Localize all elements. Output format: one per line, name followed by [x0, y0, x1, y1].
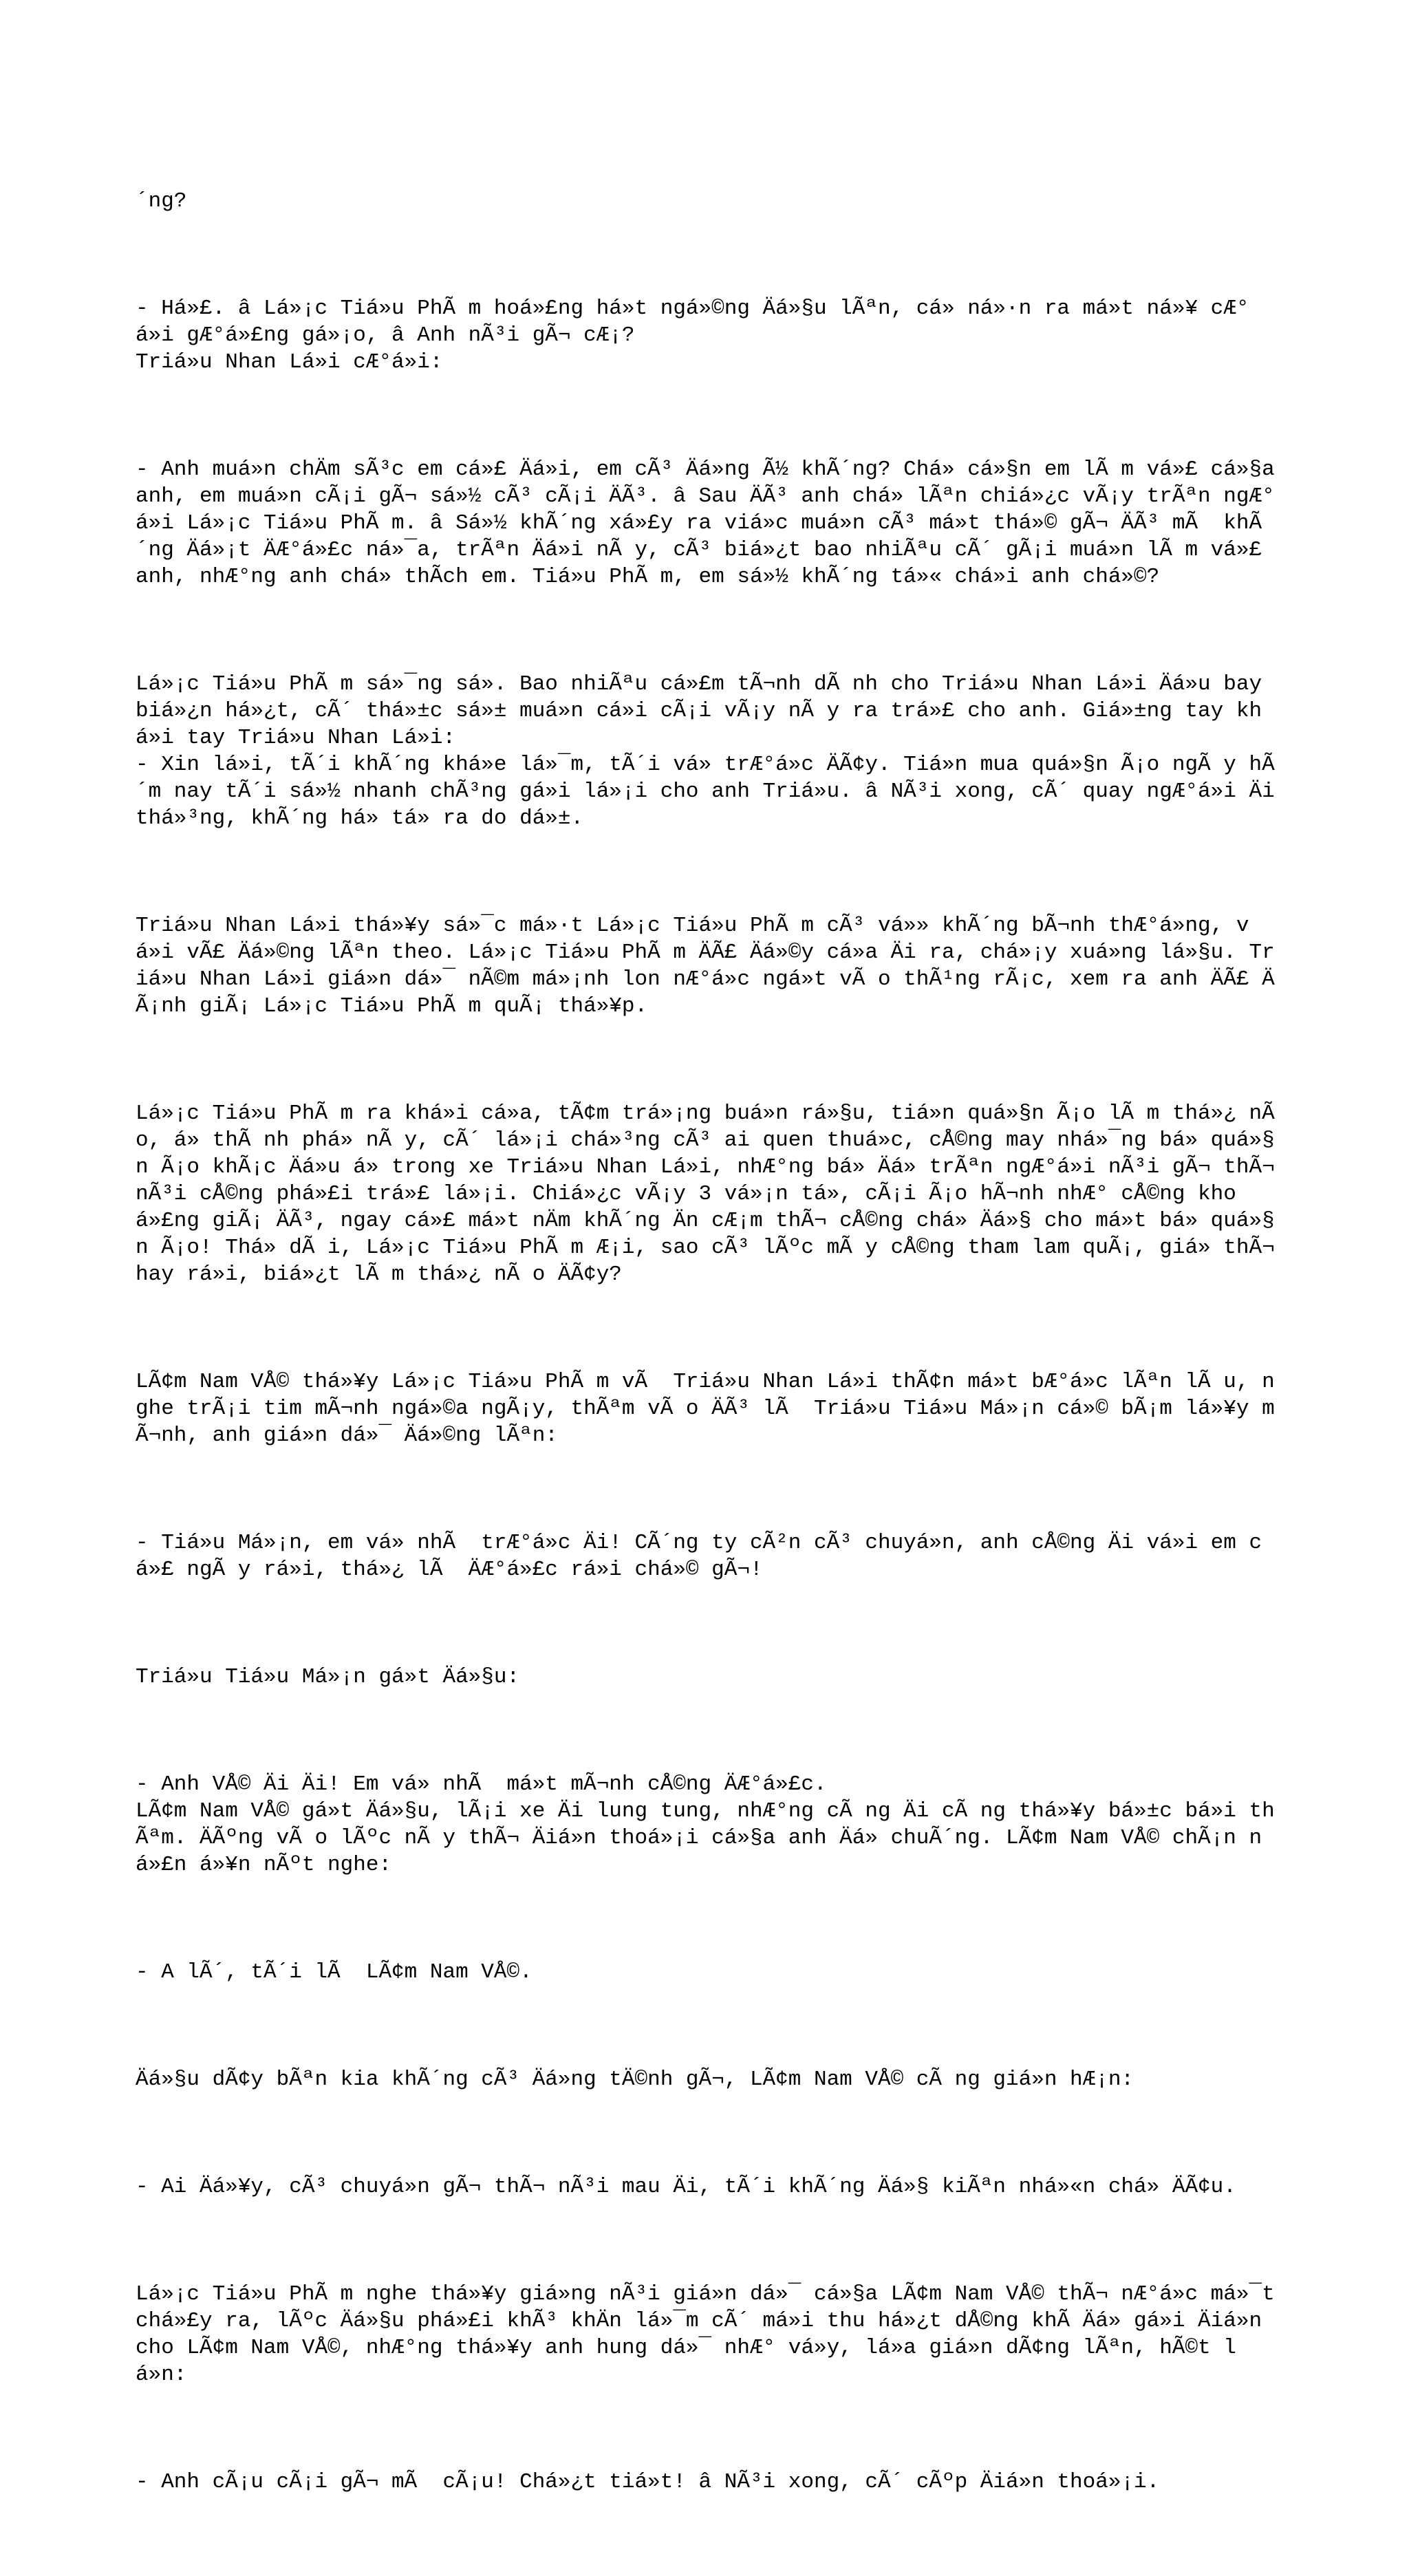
paragraph-1: ´ng? — [136, 189, 187, 213]
paragraph-14: Lá»¡c Tiá»u PhÃ m nghe thá»¥y giá»ng nÃ³i giá»n dá»¯ cá»§a LÃ¢m Nam VÅ© thÃ¬ nÆ°á»c má»¯t chá»£y ra, lÃºc Äá»§u phá»£i khÃ³ khÄn lá»¯m cÃ´ má»i thu há»¿t dÅ©ng khÃ Äá» gá»i Äiá»n cho LÃ¢m Nam VÅ©, nhÆ°ng thá»¥y anh hung dá»¯ nhÆ° vá»y, lá»a giá»n dÃ¢ng lÃªn, hÃ©t lá»n: — [136, 2282, 1288, 2387]
paragraph-15: - Anh cÃ¡u cÃ¡i gÃ¬ mÃ cÃ¡u! Chá»¿t tiá»t! â NÃ³i xong, cÃ´ cÃºp Äiá»n thoá»¡i. — [136, 2470, 1160, 2494]
document-body — [136, 134, 1288, 2576]
paragraph-2: - Há»£. â Lá»¡c Tiá»u PhÃ m hoá»£ng há»t ngá»©ng Äá»§u lÃªn, cá» ná»·n ra má»t ná»¥ cÆ°á»i gÆ°á»£ng gá»¡o, â Anh nÃ³i gÃ¬ cÆ¡? Triá»u Nhan Lá»i cÆ°á»i: — [136, 297, 1249, 374]
paragraph-13: - Ai Äá»¥y, cÃ³ chuyá»n gÃ¬ thÃ¬ nÃ³i mau Äi, tÃ´i khÃ´ng Äá»§ kiÃªn nhá»«n chá» ÄÃ¢u. — [136, 2175, 1236, 2199]
paragraph-4: Lá»¡c Tiá»u PhÃ m sá»¯ng sá». Bao nhiÃªu cá»£m tÃ¬nh dÃ nh cho Triá»u Nhan Lá»i Äá»u bay biá»¿n há»¿t, cÃ´ thá»±c sá»± muá»n cá»i cÃ¡i vÃ¡y nÃ y ra trá»£ cho anh. Giá»±ng tay khá»i tay Triá»u Nhan Lá»i: - Xin lá»i, tÃ´i khÃ´ng khá»e lá»¯m, tÃ´i vá» trÆ°á»c ÄÃ¢y. Tiá»n mua quá»§n Ã¡o ngÃ y hÃ´m nay tÃ´i sá»½ nhanh chÃ³ng gá»i lá»¡i cho anh Triá»u. â NÃ³i xong, cÃ´ quay ngÆ°á»i Äi thá»³ng, khÃ´ng há» tá» ra do dá»±. — [136, 672, 1275, 830]
paragraph-12: Äá»§u dÃ¢y bÃªn kia khÃ´ng cÃ³ Äá»ng tÄ©nh gÃ¬, LÃ¢m Nam VÅ© cÃ ng giá»n hÆ¡n: — [136, 2068, 1134, 2092]
paragraph-7: LÃ¢m Nam VÅ© thá»¥y Lá»¡c Tiá»u PhÃ m vÃ Triá»u Nhan Lá»i thÃ¢n má»t bÆ°á»c lÃªn lÃ u, nghe trÃ¡i tim mÃ¬nh ngá»©a ngÃ¡y, thÃªm vÃ o ÄÃ³ lÃ Triá»u Tiá»u Má»¡n cá»© bÃ¡m lá»¥y mÃ¬nh, anh giá»n dá»¯ Äá»©ng lÃªn: — [136, 1370, 1275, 1448]
paragraph-8: - Tiá»u Má»¡n, em vá» nhÃ trÆ°á»c Äi! CÃ´ng ty cÃ²n cÃ³ chuyá»n, anh cÅ©ng Äi vá»i em cá»£ ngÃ y rá»i, thá»¿ lÃ ÄÆ°á»£c rá»i chá»© gÃ¬! — [136, 1531, 1262, 1582]
paragraph-11: - A lÃ´, tÃ´i lÃ LÃ¢m Nam VÅ©. — [136, 1960, 533, 1984]
paragraph-10: - Anh VÅ© Äi Äi! Em vá» nhÃ má»t mÃ¬nh cÅ©ng ÄÆ°á»£c. LÃ¢m Nam VÅ© gá»t Äá»§u, lÃ¡i xe Äi lung tung, nhÆ°ng cÃ ng Äi cÃ ng thá»¥y bá»±c bá»i thÃªm. ÄÃºng vÃ o lÃºc nÃ y thÃ¬ Äiá»n thoá»¡i cá»§a anh Äá» chuÃ´ng. LÃ¢m Nam VÅ© chÃ¡n ná»£n á»¥n nÃºt nghe: — [136, 1772, 1275, 1877]
paragraph-5: Triá»u Nhan Lá»i thá»¥y sá»¯c má»·t Lá»¡c Tiá»u PhÃ m cÃ³ vá»» khÃ´ng bÃ¬nh thÆ°á»ng, vá»i vÃ£ Äá»©ng lÃªn theo. Lá»¡c Tiá»u PhÃ m ÄÃ£ Äá»©y cá»a Äi ra, chá»¡y xuá»ng lá»§u. Triá»u Nhan Lá»i giá»n dá»¯ nÃ©m má»¡nh lon nÆ°á»c ngá»t vÃ o thÃ¹ng rÃ¡c, xem ra anh ÄÃ£ ÄÃ¡nh giÃ¡ Lá»¡c Tiá»u PhÃ m quÃ¡ thá»¥p. — [136, 914, 1275, 1018]
paragraph-3: - Anh muá»n chÄm sÃ³c em cá»£ Äá»i, em cÃ³ Äá»ng Ã½ khÃ´ng? Chá» cá»§n em lÃ m vá»£ cá»§a anh, em muá»n cÃ¡i gÃ¬ sá»½ cÃ³ cÃ¡i ÄÃ³. â Sau ÄÃ³ anh chá» lÃªn chiá»¿c vÃ¡y trÃªn ngÆ°á»i Lá»¡c Tiá»u PhÃ m. â Sá»½ khÃ´ng xá»£y ra viá»c muá»n cÃ³ má»t thá»© gÃ¬ ÄÃ³ mÃ khÃ´ng Äá»¡t ÄÆ°á»£c ná»¯a, trÃªn Äá»i nÃ y, cÃ³ biá»¿t bao nhiÃªu cÃ´ gÃ¡i muá»n lÃ m vá»£ anh, nhÆ°ng anh chá» thÃch em. Tiá»u PhÃ m, em sá»½ khÃ´ng tá»« chá»i anh chá»©? — [136, 458, 1288, 589]
paragraph-6: Lá»¡c Tiá»u PhÃ m ra khá»i cá»a, tÃ¢m trá»¡ng buá»n rá»§u, tiá»n quá»§n Ã¡o lÃ m thá»¿ nÃ o, á» thÃ nh phá» nÃ y, cÃ´ lá»¡i chá»³ng cÃ³ ai quen thuá»c, cÅ©ng may nhá»¯ng bá» quá»§n Ã¡o khÃ¡c Äá»u á» trong xe Triá»u Nhan Lá»i, nhÆ°ng bá» Äá» trÃªn ngÆ°á»i nÃ³i gÃ¬ thÃ¬ nÃ³i cÅ©ng phá»£i trá»£ lá»¡i. Chiá»¿c vÃ¡y 3 vá»¡n tá», cÃ¡i Ã¡o hÃ¬nh nhÆ° cÅ©ng khoá»£ng giÃ¡ ÄÃ³, ngay cá»£ má»t nÄm khÃ´ng Än cÆ¡m thÃ¬ cÅ©ng chá» Äá»§ cho má»t bá» quá»§n Ã¡o! Thá» dÃ i, Lá»¡c Tiá»u PhÃ m Æ¡i, sao cÃ³ lÃºc mÃ y cÅ©ng tham lam quÃ¡, giá» thÃ¬ hay rá»i, biá»¿t lÃ m thá»¿ nÃ o ÄÃ¢y? — [136, 1102, 1288, 1287]
paragraph-9: Triá»u Tiá»u Má»¡n gá»t Äá»§u: — [136, 1665, 520, 1689]
